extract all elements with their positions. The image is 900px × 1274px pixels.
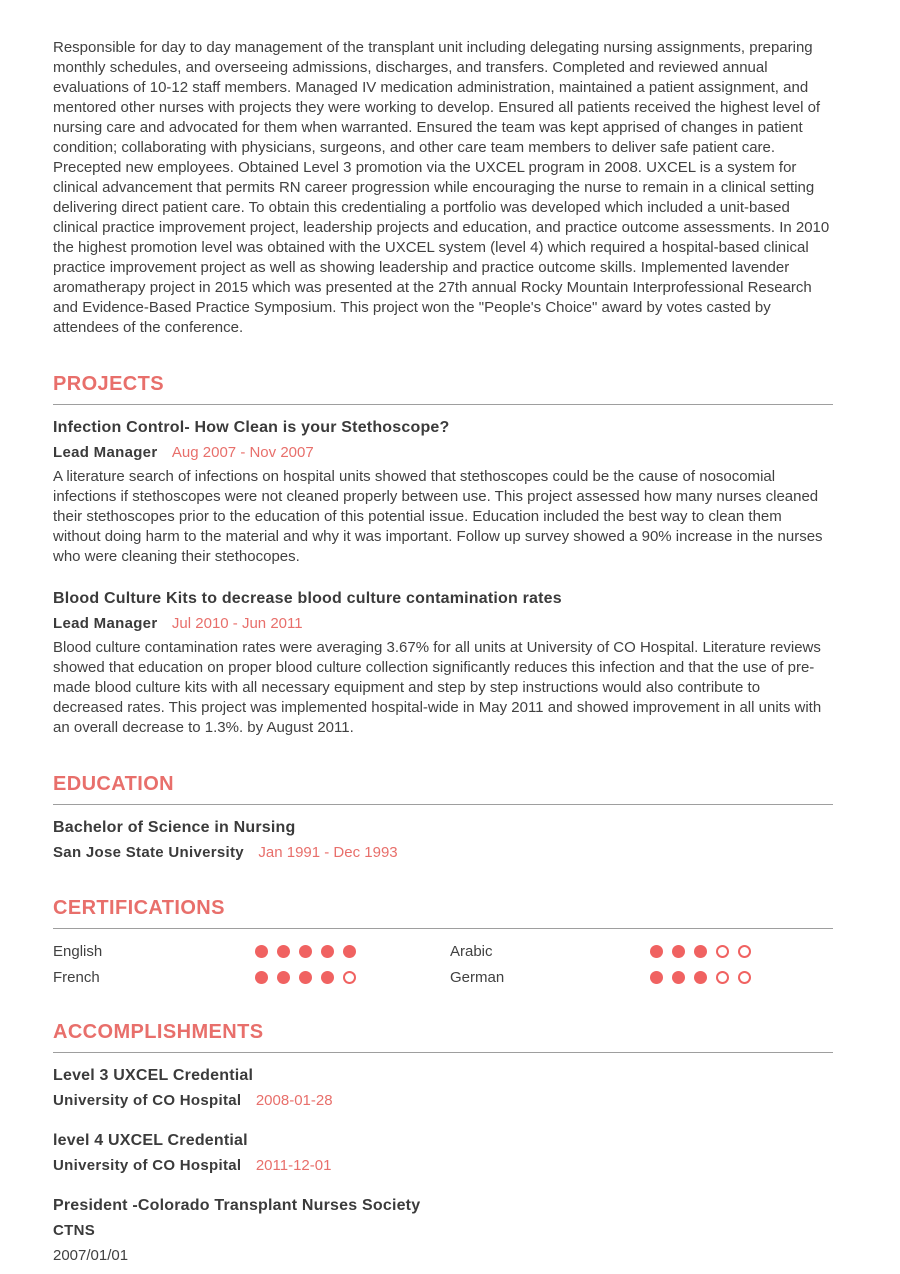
accomplishment-title: level 4 UXCEL Credential [53, 1132, 248, 1149]
accomplishment-org: CTNS [53, 1222, 96, 1239]
level-dot-filled-icon [255, 971, 268, 984]
education-meta [53, 844, 833, 862]
education-item [53, 818, 833, 862]
accomplishment-title: Level 3 UXCEL Credential [53, 1067, 254, 1084]
language-name: German [450, 969, 505, 986]
summary-paragraph: Responsible for day to day management of the transplant unit including delegating nursing assignments, preparing monthly schedules, and overseeing admissions, discharges, and transfers. Completed and reviewed annual evaluations of 10-12 staff members. Managed IV medication administration, maintained a patient assignment, and mentored other nurses with projects they were working to develop. Ensured all patients received the highest level of nursing care and advocated for them when warranted. Ensured the team was kept apprised of changes in patient condition; collaborating with physicians, surgeons, and other care team members to deliver safe patient care. Precepted new employees. Obtained Level 3 promotion via the UXCEL program in 2008. UXCEL is a system for clinical advancement that permits RN career progression while encouraging the nurse to remain in a clinical setting delivering direct patient care. To obtain this credentialing a portfolio was developed which included a unit-based clinical practice improvement project, leadership projects and education, and practice outcome assessments. In 2010 the highest promotion level was obtained with the UXCEL system (level 4) which required a hospital-based clinical practice improvement project as well as showing leadership and practice outcome skills. Implemented lavender aromatherapy project in 2015 which was presented at the 27th annual Rocky Mountain Interprofessional Research and Evidence-Based Practice Symposium. This project won the "People's Choice" award by votes casted by attendees of the conference. [53, 39, 830, 336]
certifications-section-title: CERTIFICATIONS [53, 896, 833, 929]
level-dot-filled-icon [299, 945, 312, 958]
level-dot-filled-icon [299, 971, 312, 984]
level-dot-empty-icon [738, 945, 751, 958]
project-description: A literature search of infections on hospital units showed that stethoscopes could be the cause of nosocomial infections if stethoscopes were not cleaned properly between use. This project assessed how many nurses cleaned their stethoscopes prior to the education of this potential issue. Education included the best way to clean them without doing harm to the material and why it was important. Follow up survey showed a 90% increase in the nurses who were cleaning their stethocopes. [53, 468, 823, 565]
project-description: Blood culture contamination rates were averaging 3.67% for all units at University of CO Hospital. Literature reviews showed that education on proper blood culture collection significantly reduces this infection and that the use of pre-made blood culture kits with all necessary equipment and step by step instructions would also contribute to decreased rates. This project was implemented hospital-wide in May 2011 and showed improvement in all units with an overall decrease to 1.3%. by August 2011. [53, 639, 822, 736]
level-dot-filled-icon [343, 945, 356, 958]
level-dot-filled-icon [672, 945, 685, 958]
language-grid [53, 943, 833, 986]
project-dates: Jul 2010 - Jun 2011 [171, 615, 303, 632]
accomplishment-item [53, 1196, 833, 1264]
language-name: French [53, 969, 100, 986]
level-dot-empty-icon [343, 971, 356, 984]
section-projects [53, 372, 833, 738]
level-dot-empty-icon [716, 971, 729, 984]
section-accomplishments [53, 1020, 833, 1264]
project-meta [53, 444, 833, 462]
level-dot-filled-icon [694, 945, 707, 958]
accomplishment-date: 2008-01-28 [255, 1092, 333, 1109]
level-dot-filled-icon [694, 971, 707, 984]
accomplishment-date: 2011-12-01 [255, 1157, 332, 1174]
accomplishment-meta [53, 1222, 833, 1240]
accomplishment-item [53, 1131, 833, 1175]
level-dot-filled-icon [672, 971, 685, 984]
project-item [53, 589, 833, 738]
project-title: Infection Control- How Clean is your Stethoscope? [53, 419, 450, 436]
accomplishment-title: President -Colorado Transplant Nurses Society [53, 1197, 421, 1214]
education-section-title: EDUCATION [53, 772, 833, 805]
language-rating-dots [255, 971, 450, 984]
level-dot-filled-icon [255, 945, 268, 958]
accomplishment-date: 2007/01/01 [53, 1247, 129, 1264]
section-certifications [53, 896, 833, 986]
accomplishment-org: University of CO Hospital [53, 1092, 242, 1109]
level-dot-filled-icon [277, 945, 290, 958]
project-role: Lead Manager [53, 444, 158, 461]
level-dot-filled-icon [321, 945, 334, 958]
projects-section-title: PROJECTS [53, 372, 833, 405]
education-school: San Jose State University [53, 844, 244, 861]
accomplishment-org: University of CO Hospital [53, 1157, 242, 1174]
accomplishment-meta [53, 1092, 833, 1110]
project-meta [53, 615, 833, 633]
level-dot-filled-icon [650, 945, 663, 958]
language-rating-dots [255, 945, 450, 958]
level-dot-empty-icon [738, 971, 751, 984]
level-dot-filled-icon [321, 971, 334, 984]
level-dot-empty-icon [716, 945, 729, 958]
language-name: Arabic [450, 943, 493, 960]
level-dot-filled-icon [277, 971, 290, 984]
level-dot-filled-icon [650, 971, 663, 984]
accomplishments-section-title: ACCOMPLISHMENTS [53, 1020, 833, 1053]
language-rating-dots [650, 945, 833, 958]
project-title: Blood Culture Kits to decrease blood culture contamination rates [53, 590, 562, 607]
education-dates: Jan 1991 - Dec 1993 [258, 844, 398, 861]
education-degree: Bachelor of Science in Nursing [53, 819, 296, 836]
accomplishment-meta [53, 1157, 833, 1175]
project-dates: Aug 2007 - Nov 2007 [171, 444, 314, 461]
accomplishment-item [53, 1066, 833, 1110]
project-role: Lead Manager [53, 615, 158, 632]
language-rating-dots [650, 971, 833, 984]
project-item [53, 418, 833, 567]
language-name: English [53, 943, 103, 960]
section-education [53, 772, 833, 862]
